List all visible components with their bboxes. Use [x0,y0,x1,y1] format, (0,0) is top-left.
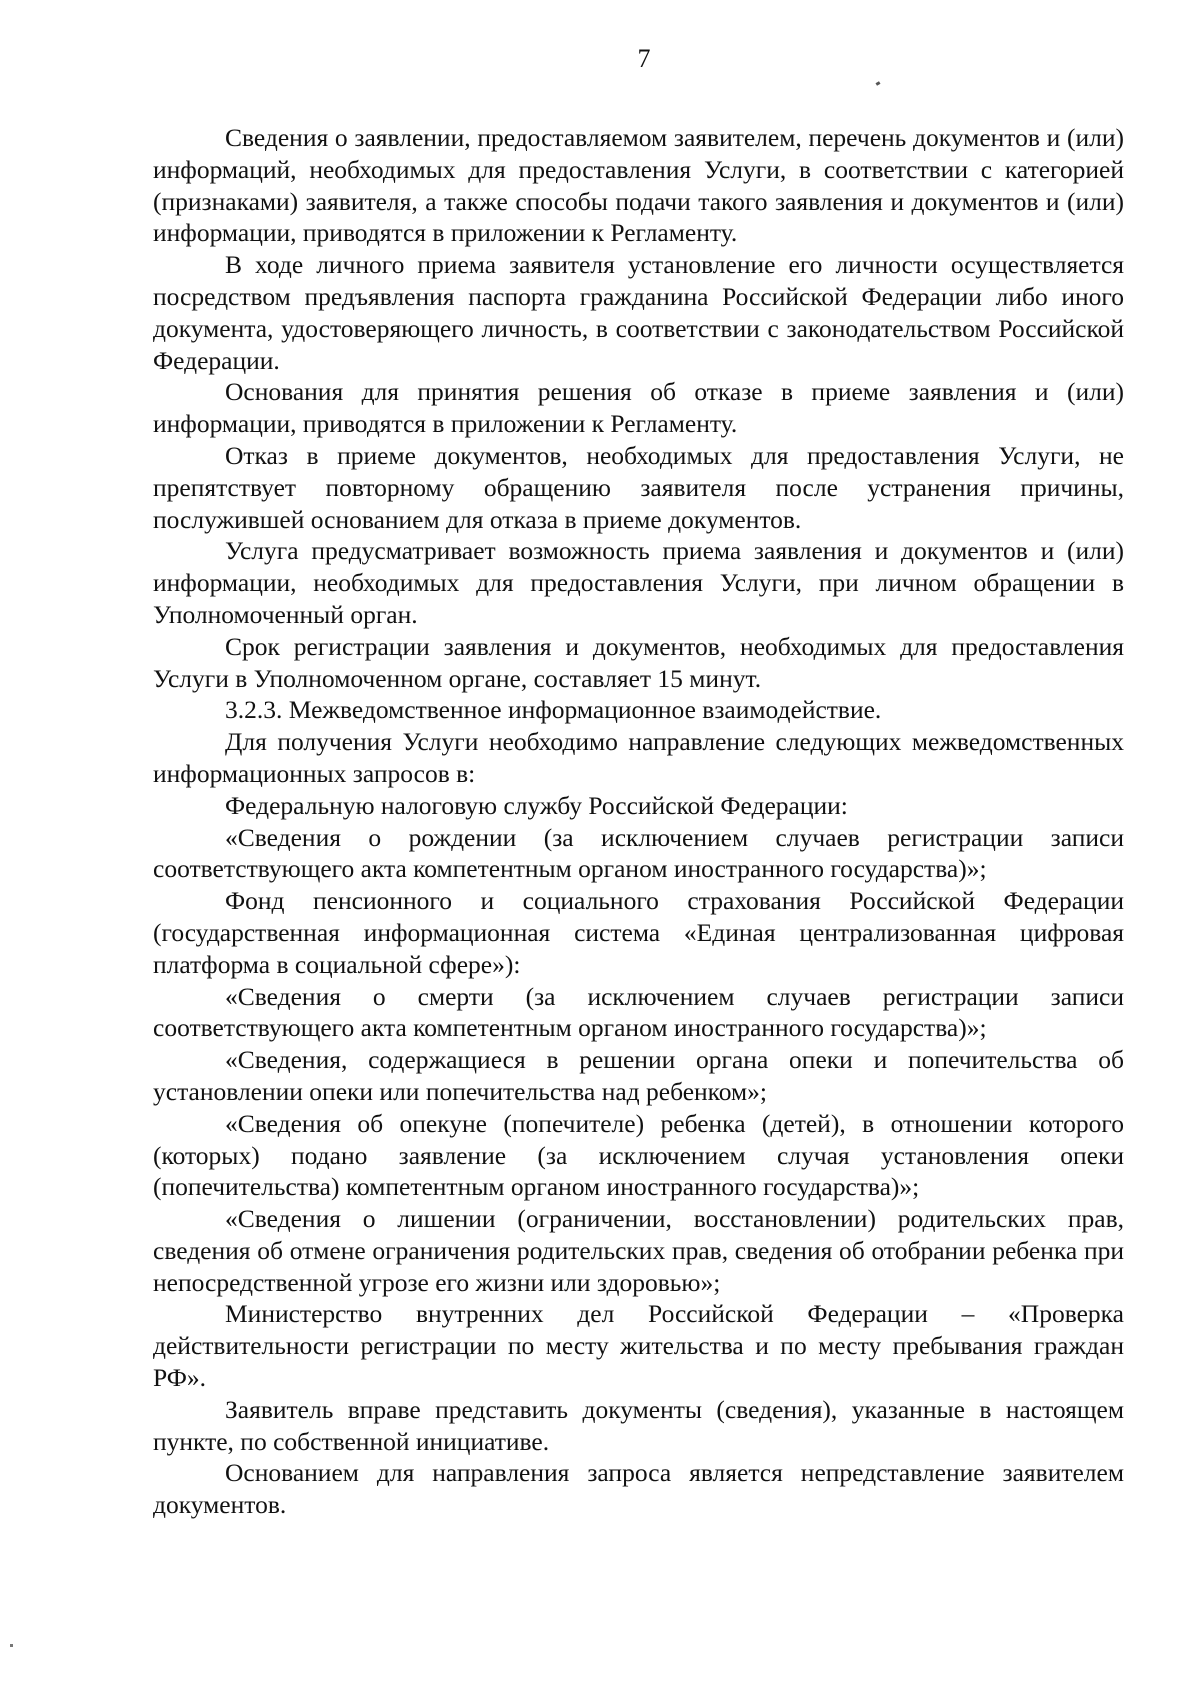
paragraph: «Сведения о смерти (за исключением случаев регистрации записи соответствующего акта компетентным органом иностранного государства)»; [153,981,1124,1043]
document-body [153,122,1124,1521]
paragraph: Для получения Услуги необходимо направление следующих межведомственных информационных запросов в: [153,727,1124,788]
paragraph: Сведения о заявлении, предоставляемом заявителем, перечень документов и (или) информаций, необходимых для предоставления Услуги, в соответствии с категорией (признаками) заявителя, а также способы подачи такого заявления и документов и (или) информации, приводятся в приложении к Регламенту. [153,123,1124,248]
paragraph: Основанием для направления запроса является непредставление заявителем документов. [153,1458,1124,1520]
paragraph: В ходе личного приема заявителя установление его личности осуществляется посредством предъявления паспорта гражданина Российской Федерации либо иного документа, удостоверяющего личность, в соответствии с законодательством Российской Федерации. [153,250,1124,375]
paragraph: «Сведения о рождении (за исключением случаев регистрации записи соответствующего акта компетентным органом иностранного государства)»; [153,822,1124,884]
paragraph: Фонд пенсионного и социального страхования Российской Федерации (государственная информационная система «Единая централизованная цифровая платформа в социальной сфере»): [153,886,1124,979]
paragraph: «Сведения об опекуне (попечителе) ребенка (детей), в отношении которого (которых) подано заявление (за исключением случая установления опеки (попечительства) компетентным органом иностранного государства)»; [153,1108,1124,1202]
section-heading: 3.2.3. Межведомственное информационное взаимодействие. [225,695,882,725]
paragraph: «Сведения, содержащиеся в решении органа опеки и попечительства об установлении опеки или попечительства над ребенком»; [153,1045,1124,1106]
paragraph: Основания для принятия решения об отказе в приеме заявления и (или) информации, приводятся в приложении к Регламенту. [153,377,1124,439]
paragraph: Федеральную налоговую службу Российской Федерации: [225,790,848,820]
paragraph: Министерство внутренних дел Российской Федерации – «Проверка действительности регистрации по месту жительства и по месту пребывания граждан РФ». [153,1299,1124,1393]
paragraph: Услуга предусматривает возможность приема заявления и документов и (или) информации, необходимых для предоставления Услуги, при личном обращении в Уполномоченный орган. [153,536,1124,629]
paragraph: Срок регистрации заявления и документов, необходимых для предоставления Услуги в Уполномоченном органе, составляет 15 минут. [153,631,1124,693]
paragraph: Заявитель вправе представить документы (сведения), указанные в настоящем пункте, по собственной инициативе. [153,1394,1124,1456]
paragraph: Отказ в приеме документов, необходимых для предоставления Услуги, не препятствует повторному обращению заявителя после устранения причины, послужившей основанием для отказа в приеме документов. [153,440,1124,534]
page-number: 7 [637,44,651,73]
scan-mark [10,1644,13,1647]
paragraph: «Сведения о лишении (ограничении, восстановлении) родительских прав, сведения об отмене ограничения родительских прав, сведения об отобрании ребенка при непосредственной угрозе его жизни или здоровью»; [153,1204,1124,1297]
scan-mark [876,81,881,86]
